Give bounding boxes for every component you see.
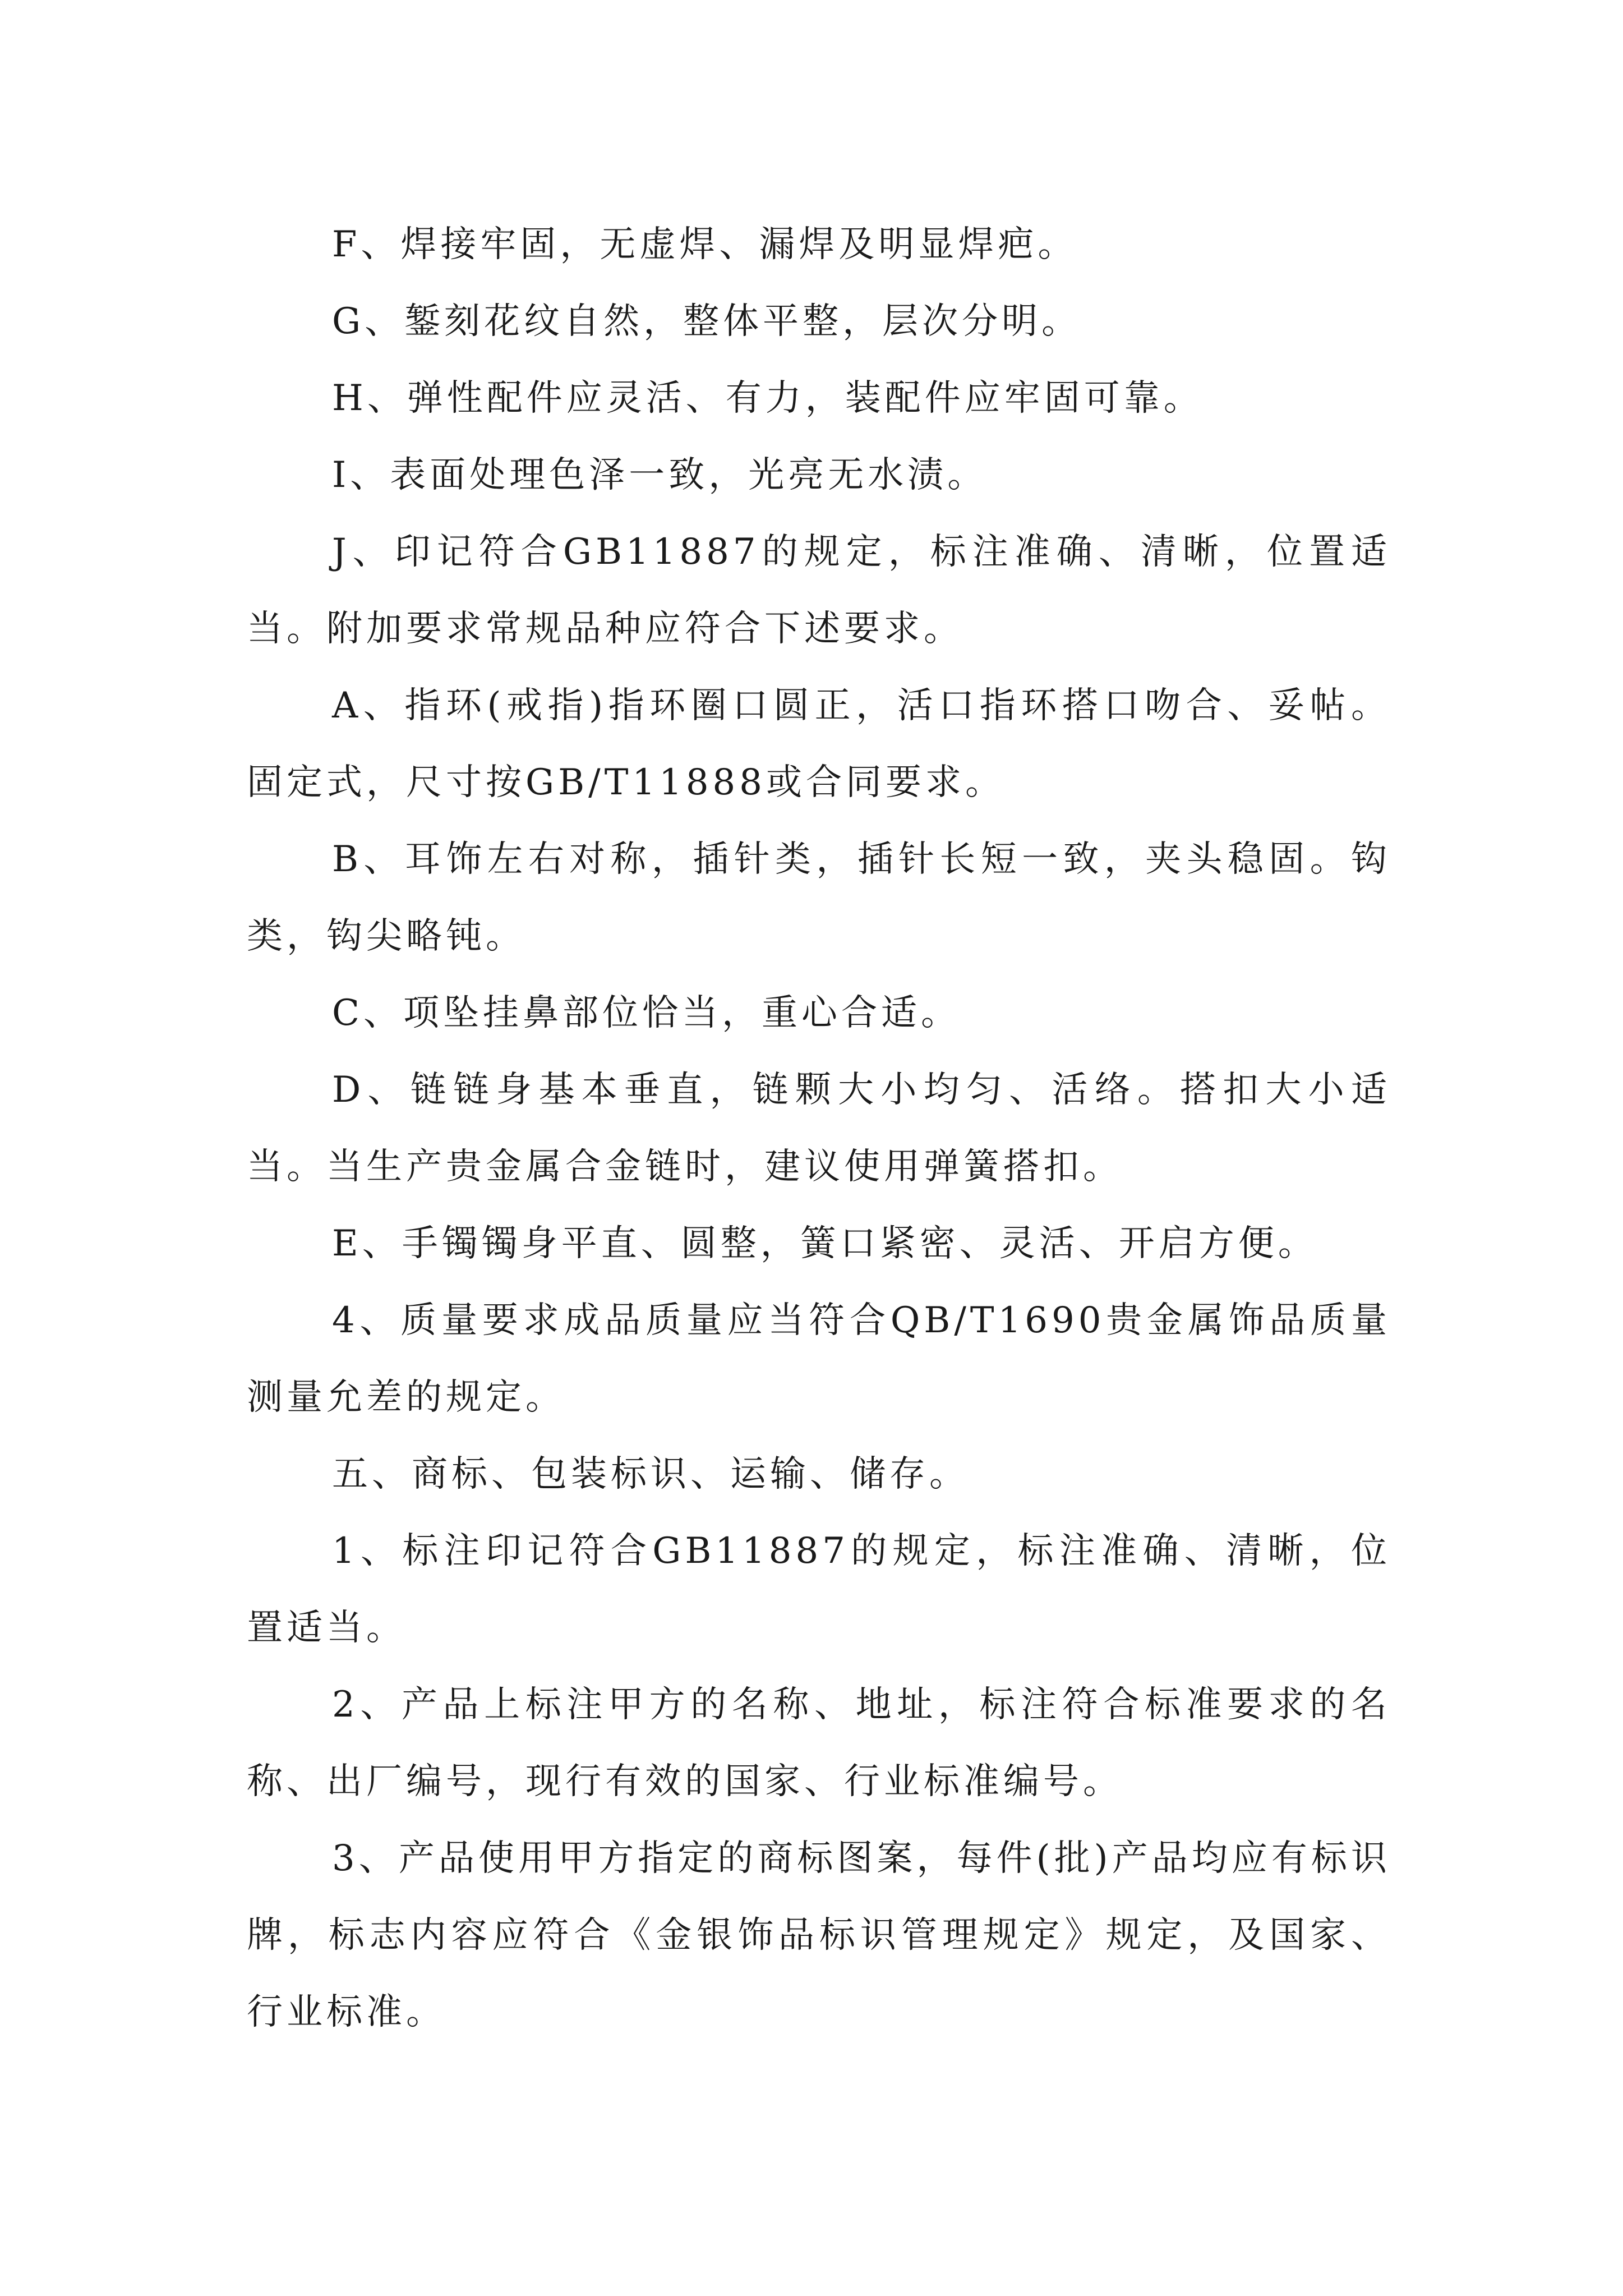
paragraph: 3、产品使用甲方指定的商标图案，每件(批)产品均应有标识牌，标志内容应符合《金银饰品标识管理规定》规定，及国家、行业标准。 xyxy=(247,1838,1391,2033)
paragraph: G、錾刻花纹自然，整体平整，层次分明。 xyxy=(332,301,1082,342)
paragraph: D、链链身基本垂直，链颗大小均匀、活络。搭扣大小适当。当生产贵金属合金链时，建议使用弹簧搭扣。 xyxy=(247,1069,1391,1188)
paragraph: C、项坠挂鼻部位恰当，重心合适。 xyxy=(332,992,961,1034)
paragraph: F、焊接牢固，无虚焊、漏焊及明显焊疤。 xyxy=(332,224,1078,265)
section-heading: 五、商标、包装标识、运输、储存。 xyxy=(332,1453,969,1495)
paragraph: 1、标注印记符合GB11887的规定，标注准确、清晰，位置适当。 xyxy=(247,1530,1391,1649)
paragraph: A、指环(戒指)指环圈口圆正，活口指环搭口吻合、妥帖。固定式，尺寸按GB/T11888或合同要求。 xyxy=(247,685,1391,803)
paragraph: B、耳饰左右对称，插针类，插针长短一致，夹头稳固。钩类，钩尖略钝。 xyxy=(247,839,1391,957)
document-body xyxy=(247,206,1391,2051)
paragraph: 4、质量要求成品质量应当符合QB/T1690贵金属饰品质量测量允差的规定。 xyxy=(247,1300,1391,1418)
paragraph: E、手镯镯身平直、圆整，簧口紧密、灵活、开启方便。 xyxy=(332,1223,1318,1264)
paragraph: J、印记符合GB11887的规定，标注准确、清晰，位置适当。附加要求常规品种应符合下述要求。 xyxy=(247,531,1391,650)
paragraph: I、表面处理色泽一致，光亮无水渍。 xyxy=(332,454,988,496)
paragraph: 2、产品上标注甲方的名称、地址，标注符合标准要求的名称、出厂编号，现行有效的国家、行业标准编号。 xyxy=(247,1684,1391,1802)
paragraph: H、弹性配件应灵活、有力，装配件应牢固可靠。 xyxy=(332,378,1204,419)
